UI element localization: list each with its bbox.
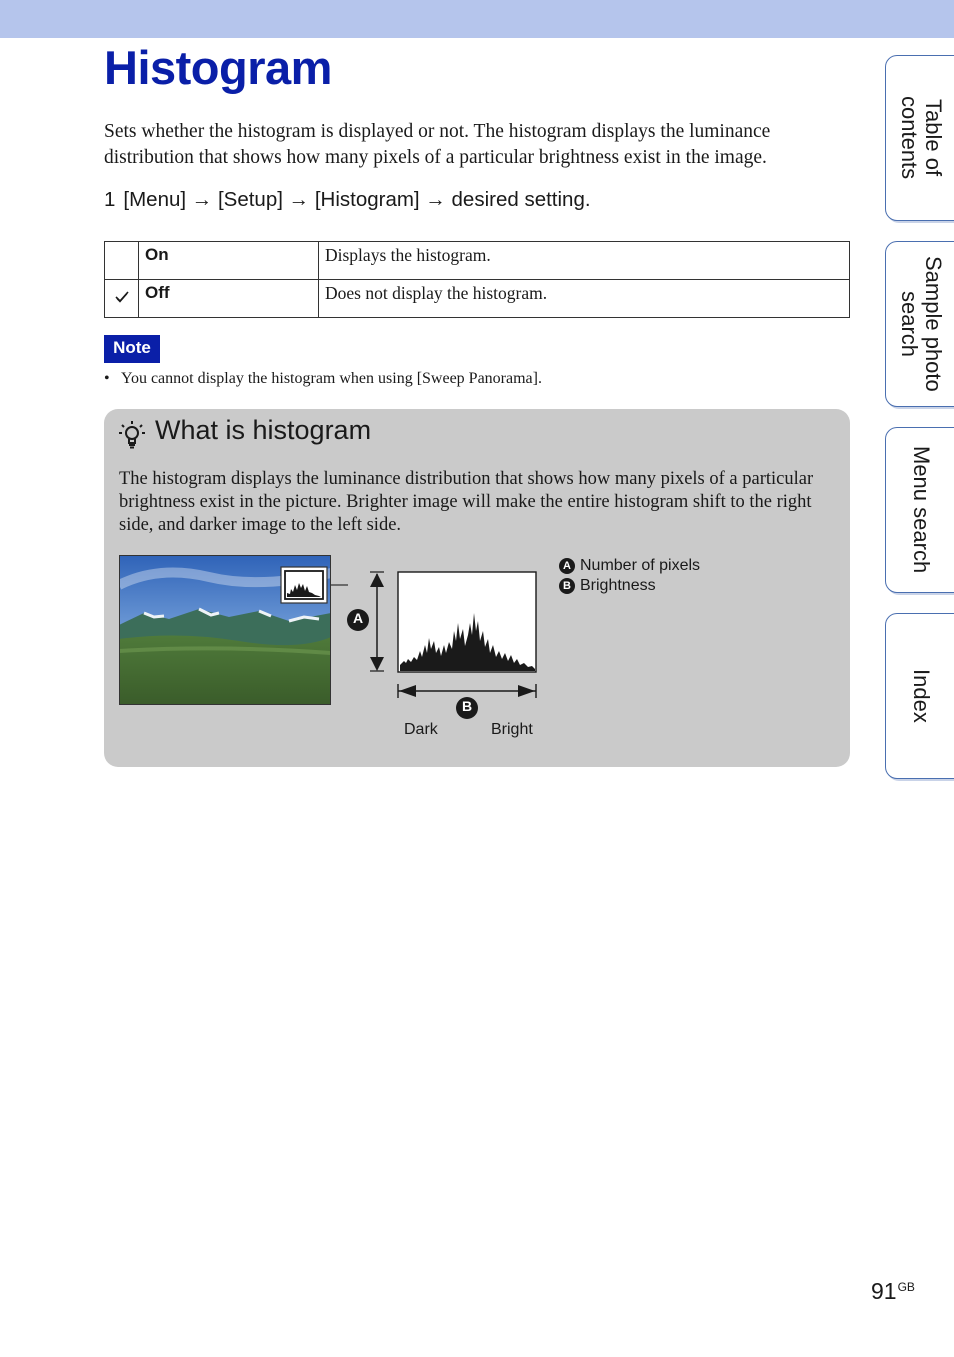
table-row <box>105 242 850 280</box>
legend-item <box>559 576 700 596</box>
tab-sample-photo-search[interactable] <box>885 241 954 407</box>
page-number-suffix: GB <box>897 1280 915 1294</box>
option-name: Off <box>139 280 319 318</box>
bright-label: Bright <box>491 721 533 738</box>
option-description: Does not display the histogram. <box>319 280 850 318</box>
legend-text: Number of pixels <box>580 557 701 574</box>
header-band <box>0 0 954 38</box>
intro-paragraph: Sets whether the histogram is displayed or not. The histogram displays the luminance distribution that shows how many pixels of a particular brightness exist in the image. <box>104 121 771 168</box>
default-check-icon <box>114 290 130 304</box>
legend-marker-b: B <box>559 578 575 594</box>
note-badge: Note <box>104 335 160 363</box>
marker-b: B <box>462 698 473 714</box>
note-text <box>104 370 542 388</box>
default-mark-cell <box>105 242 139 280</box>
tip-body: The histogram displays the luminance distribution that shows how many pixels of a particular brightness exist in the picture. Brighter image will make the entire histogram shift to the right side, and darker image to the left side. <box>119 469 814 535</box>
note-body: You cannot display the histogram when using [Sweep Panorama]. <box>121 370 542 387</box>
step-number: 1 <box>104 188 116 211</box>
step-instruction <box>104 188 591 212</box>
option-description: Displays the histogram. <box>319 242 850 280</box>
tab-label: Menu search <box>909 446 934 574</box>
dark-label: Dark <box>404 721 438 738</box>
marker-a: A <box>353 610 364 626</box>
legend-marker-a: A <box>559 558 575 574</box>
settings-table <box>104 241 850 318</box>
table-row <box>105 280 850 318</box>
tip-title: What is histogram <box>155 415 372 445</box>
step-text: [Menu] → [Setup] → [Histogram] → desired setting. <box>123 188 591 211</box>
legend-item <box>559 556 700 576</box>
page-number-value: 91 <box>871 1278 897 1304</box>
tip-box <box>104 409 850 767</box>
legend <box>559 556 700 596</box>
tab-label: Sample photo search <box>897 256 946 392</box>
tab-menu-search[interactable] <box>885 427 954 593</box>
legend-text: Brightness <box>580 577 656 594</box>
tab-label: Index <box>909 669 934 723</box>
page-title: Histogram <box>104 41 332 94</box>
default-mark-cell <box>105 280 139 318</box>
histogram-diagram <box>104 409 850 767</box>
option-name: On <box>139 242 319 280</box>
tab-index[interactable] <box>885 613 954 779</box>
note-bullet: • <box>104 370 110 387</box>
tab-table-of-contents[interactable] <box>885 55 954 221</box>
page-number <box>871 1278 915 1305</box>
tab-label: Table of contents <box>897 96 946 180</box>
